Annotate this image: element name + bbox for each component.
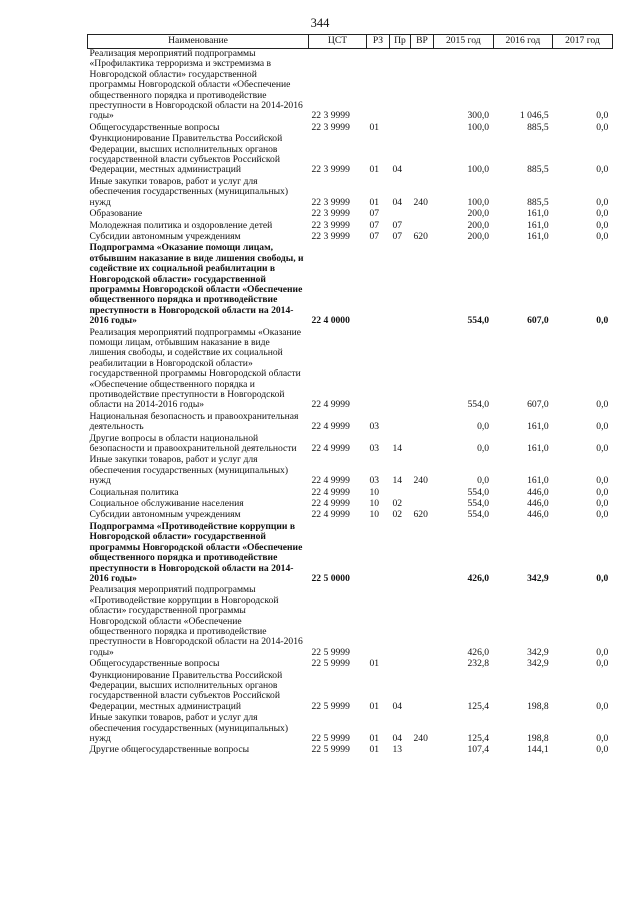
- row-vr: 240: [413, 475, 428, 487]
- row-vr: 620: [413, 230, 428, 242]
- table-row: [88, 745, 613, 756]
- row-2017: 0,0: [596, 219, 609, 231]
- header-2017: 2017 год: [553, 35, 613, 49]
- row-2016: 342,9: [527, 572, 549, 584]
- row-2017: 0,0: [596, 733, 609, 744]
- row-2015: 300,0: [467, 110, 490, 122]
- row-vr: [411, 412, 434, 434]
- row-name: Подпрограмма «Противодействие коррупции в Новгородской области» государственной программы Новгородской области «Обеспечение общественного порядка и противодействие преступности в Новгородской области на 2014-2016 годы»: [89, 520, 303, 584]
- row-2017: 0,0: [596, 164, 609, 176]
- table-row: [88, 671, 613, 714]
- table-row: [88, 412, 613, 434]
- row-2016: 446,0: [527, 486, 549, 498]
- row-rz: 01: [369, 700, 380, 712]
- row-name: Национальная безопасность и правоохранительная деятельность: [89, 410, 299, 433]
- row-pr: [390, 412, 411, 434]
- row-name: Другие общегосударственные вопросы: [89, 744, 250, 756]
- header-pr: Пр: [390, 35, 411, 49]
- row-pr: [390, 522, 411, 585]
- table-row: [88, 713, 613, 745]
- row-cst: 22 4 0000: [311, 315, 350, 327]
- row-2015: 0,0: [477, 475, 490, 487]
- row-rz: 10: [369, 486, 380, 498]
- row-2015: 554,0: [467, 498, 490, 510]
- row-pr: 14: [392, 443, 403, 455]
- row-rz: [367, 585, 390, 659]
- row-cst: 22 4 9999: [311, 475, 350, 487]
- row-rz: 07: [369, 230, 380, 242]
- row-name: Общегосударственные вопросы: [89, 121, 220, 133]
- row-2016: 1 046,5: [519, 110, 549, 122]
- row-rz: 10: [369, 509, 380, 521]
- row-2015: 426,0: [467, 572, 490, 584]
- row-pr: 04: [392, 196, 403, 208]
- row-vr: [411, 134, 434, 177]
- row-name: Подпрограмма «Оказание помощи лицам, отбывшим наказание в виде лишения свободы, и содействие их социальной реабилитации в Новгородской области» государственной программы Новгородской области «Обеспечение общественного порядка и противодействие преступности в Новгородской области на 2014-2016 годы»: [89, 242, 304, 327]
- row-2017: 0,0: [596, 475, 609, 487]
- row-rz: 03: [369, 475, 380, 487]
- row-2015: 554,0: [467, 486, 490, 498]
- row-pr: 07: [392, 219, 403, 231]
- row-2016: 161,0: [527, 421, 549, 433]
- header-cst: ЦСТ: [309, 35, 367, 49]
- row-2016: 161,0: [527, 208, 549, 220]
- row-2015: 200,0: [467, 219, 490, 231]
- row-pr: 13: [392, 744, 403, 756]
- row-rz: 01: [369, 196, 380, 208]
- row-cst: 22 5 9999: [311, 658, 350, 670]
- row-vr: 240: [413, 733, 428, 744]
- row-2017: 0,0: [596, 421, 609, 433]
- row-cst: 22 4 9999: [311, 399, 350, 411]
- row-2017: 0,0: [596, 315, 609, 327]
- row-2017: 0,0: [596, 208, 609, 220]
- row-2017: 0,0: [596, 744, 609, 756]
- row-2016: 161,0: [527, 219, 549, 231]
- row-name: Реализация мероприятий подпрограммы «Противодействие коррупции в Новгородской области» государственной программы Новгородской области «Обеспечение общественного порядка и противодействие преступности в Новгородской области на 2014-2016 годы»: [89, 584, 303, 658]
- row-2015: 426,0: [467, 646, 490, 658]
- table-row: [88, 177, 613, 209]
- row-2017: 0,0: [596, 121, 609, 133]
- row-vr: [411, 209, 434, 220]
- row-2016: 198,8: [527, 733, 549, 744]
- row-rz: [367, 49, 390, 123]
- table-row: [88, 209, 613, 220]
- row-name: Общегосударственные вопросы: [89, 658, 220, 670]
- row-2017: 0,0: [596, 646, 609, 658]
- header-2015: 2015 год: [434, 35, 494, 49]
- row-2017: 0,0: [596, 509, 609, 521]
- row-vr: [411, 49, 434, 123]
- row-name: Иные закупки товаров, работ и услуг для обеспечения государственных (муниципальных) нужд: [89, 712, 289, 744]
- row-rz: [367, 243, 390, 327]
- row-2016: 161,0: [527, 443, 549, 455]
- row-vr: 620: [413, 509, 428, 521]
- row-name: Функционирование Правительства Российской Федерации, высших исполнительных органов государственной власти субъектов Российской Федерации, местных администраций: [89, 133, 283, 176]
- row-rz: 07: [369, 208, 380, 220]
- row-2015: 554,0: [467, 315, 490, 327]
- budget-table: [87, 34, 613, 757]
- row-rz: 01: [369, 744, 380, 756]
- row-vr: [411, 328, 434, 412]
- row-2015: 100,0: [467, 121, 490, 133]
- row-cst: 22 3 9999: [311, 230, 350, 242]
- row-vr: [411, 745, 434, 756]
- row-2016: 144,1: [527, 744, 549, 756]
- row-cst: 22 5 9999: [311, 733, 350, 744]
- row-vr: [411, 434, 434, 456]
- row-rz: [367, 522, 390, 585]
- row-rz: 03: [369, 443, 380, 455]
- row-name: Иные закупки товаров, работ и услуг для обеспечения государственных (муниципальных) нужд: [89, 454, 289, 487]
- row-2017: 0,0: [596, 196, 609, 208]
- row-cst: 22 5 9999: [311, 646, 350, 658]
- row-vr: [411, 659, 434, 670]
- row-2016: 885,5: [527, 121, 549, 133]
- row-rz: 01: [369, 164, 380, 176]
- row-pr: 14: [392, 475, 403, 487]
- row-cst: 22 3 9999: [311, 219, 350, 231]
- row-pr: [390, 659, 411, 670]
- row-2016: 885,5: [527, 164, 549, 176]
- row-name: Другие вопросы в области национальной безопасности и правоохранительной деятельности: [89, 432, 297, 455]
- row-2015: 125,4: [467, 700, 490, 712]
- row-2017: 0,0: [596, 399, 609, 411]
- row-2016: 161,0: [527, 475, 549, 487]
- header-name: Наименование: [88, 35, 309, 49]
- row-2016: 446,0: [527, 498, 549, 510]
- row-2016: 446,0: [527, 509, 549, 521]
- row-2015: 125,4: [467, 733, 490, 744]
- row-2015: 100,0: [467, 196, 490, 208]
- row-name: Социальное обслуживание населения: [89, 498, 244, 510]
- row-vr: [411, 522, 434, 585]
- row-cst: 22 4 9999: [311, 443, 350, 455]
- row-pr: 04: [392, 164, 403, 176]
- row-name: Субсидии автономным учреждениям: [89, 230, 241, 242]
- table-row: [88, 522, 613, 585]
- row-2016: 607,0: [527, 315, 549, 327]
- row-cst: 22 4 9999: [311, 509, 350, 521]
- table-row: [88, 328, 613, 412]
- row-2015: 0,0: [477, 443, 490, 455]
- page-number: 344: [310, 16, 330, 30]
- row-name: Субсидии автономным учреждениям: [89, 509, 241, 521]
- table-row: [88, 585, 613, 659]
- row-rz: 10: [369, 498, 380, 510]
- row-pr: [390, 49, 411, 123]
- row-cst: 22 3 9999: [311, 110, 350, 122]
- row-2017: 0,0: [596, 700, 609, 712]
- table-row: [88, 243, 613, 327]
- row-2017: 0,0: [596, 486, 609, 498]
- row-cst: 22 3 9999: [311, 196, 350, 208]
- row-rz: 01: [369, 121, 380, 133]
- header-vr: ВР: [411, 35, 434, 49]
- row-pr: [390, 209, 411, 220]
- row-pr: [390, 243, 411, 327]
- row-vr: [411, 585, 434, 659]
- row-name: Реализация мероприятий подпрограммы «Профилактика терроризма и экстремизма в Новгородской области» государственной программы Новгородской области «Обеспечение общественного порядка и противодействие преступности в Новгородской области на 2014-2016 годы»: [89, 48, 303, 122]
- row-name: Молодежная политика и оздоровление детей: [89, 219, 273, 231]
- row-2017: 0,0: [596, 572, 609, 584]
- row-2015: 554,0: [467, 509, 490, 521]
- row-2016: 342,9: [527, 658, 549, 670]
- row-name: Социальная политика: [89, 486, 179, 498]
- row-rz: 03: [369, 421, 380, 433]
- row-2015: 200,0: [467, 230, 490, 242]
- row-name: Иные закупки товаров, работ и услуг для обеспечения государственных (муниципальных) нужд: [89, 175, 289, 208]
- row-pr: 04: [392, 700, 403, 712]
- row-rz: 01: [369, 733, 380, 744]
- row-2015: 554,0: [467, 399, 490, 411]
- row-vr: [411, 243, 434, 327]
- row-name: Образование: [89, 208, 143, 220]
- row-name: Функционирование Правительства Российской Федерации, высших исполнительных органов государственной власти субъектов Российской Федерации, местных администраций: [89, 669, 283, 712]
- row-name: Реализация мероприятий подпрограммы «Оказание помощи лицам, отбывшим наказание в виде лишения свободы, и содействие их социальной реабилитации в Новгородской области» государственной программы Новгородской области «Обеспечение общественного порядка и противодействие преступности в Новгородской области на 2014-2016 годы»: [89, 326, 302, 411]
- row-2015: 100,0: [467, 164, 490, 176]
- row-pr: 02: [392, 498, 403, 510]
- row-cst: 22 5 0000: [311, 572, 350, 584]
- row-cst: 22 3 9999: [311, 208, 350, 220]
- row-cst: 22 5 9999: [311, 700, 350, 712]
- row-vr: 240: [413, 196, 428, 208]
- table-row: [88, 659, 613, 670]
- table-header-row: [88, 35, 613, 49]
- row-pr: [390, 328, 411, 412]
- row-2016: 198,8: [527, 700, 549, 712]
- row-2017: 0,0: [596, 658, 609, 670]
- row-rz: 01: [369, 658, 380, 670]
- row-cst: 22 5 9999: [311, 744, 350, 756]
- row-pr: 04: [392, 733, 403, 744]
- row-2015: 0,0: [477, 421, 490, 433]
- row-rz: 07: [369, 219, 380, 231]
- row-2015: 232,8: [467, 658, 490, 670]
- table-row: [88, 49, 613, 123]
- table-row: [88, 455, 613, 487]
- row-2017: 0,0: [596, 230, 609, 242]
- table-row: [88, 134, 613, 177]
- row-pr: 02: [392, 509, 403, 521]
- row-pr: [390, 123, 411, 134]
- row-cst: 22 3 9999: [311, 121, 350, 133]
- row-rz: [367, 328, 390, 412]
- row-2017: 0,0: [596, 443, 609, 455]
- row-2015: 200,0: [467, 208, 490, 220]
- row-cst: 22 4 9999: [311, 498, 350, 510]
- row-2016: 885,5: [527, 196, 549, 208]
- header-rz: РЗ: [367, 35, 390, 49]
- row-cst: 22 3 9999: [311, 164, 350, 176]
- row-2015: 107,4: [467, 744, 490, 756]
- row-vr: [411, 671, 434, 714]
- table-row: [88, 434, 613, 456]
- header-2016: 2016 год: [493, 35, 553, 49]
- row-2017: 0,0: [596, 498, 609, 510]
- row-pr: 07: [392, 230, 403, 242]
- row-vr: [411, 488, 434, 499]
- row-cst: 22 4 9999: [311, 486, 350, 498]
- row-2016: 342,9: [527, 646, 549, 658]
- row-cst: 22 4 9999: [311, 421, 350, 433]
- row-2017: 0,0: [596, 110, 609, 122]
- row-2016: 161,0: [527, 230, 549, 242]
- row-2016: 607,0: [527, 399, 549, 411]
- row-pr: [390, 585, 411, 659]
- row-vr: [411, 123, 434, 134]
